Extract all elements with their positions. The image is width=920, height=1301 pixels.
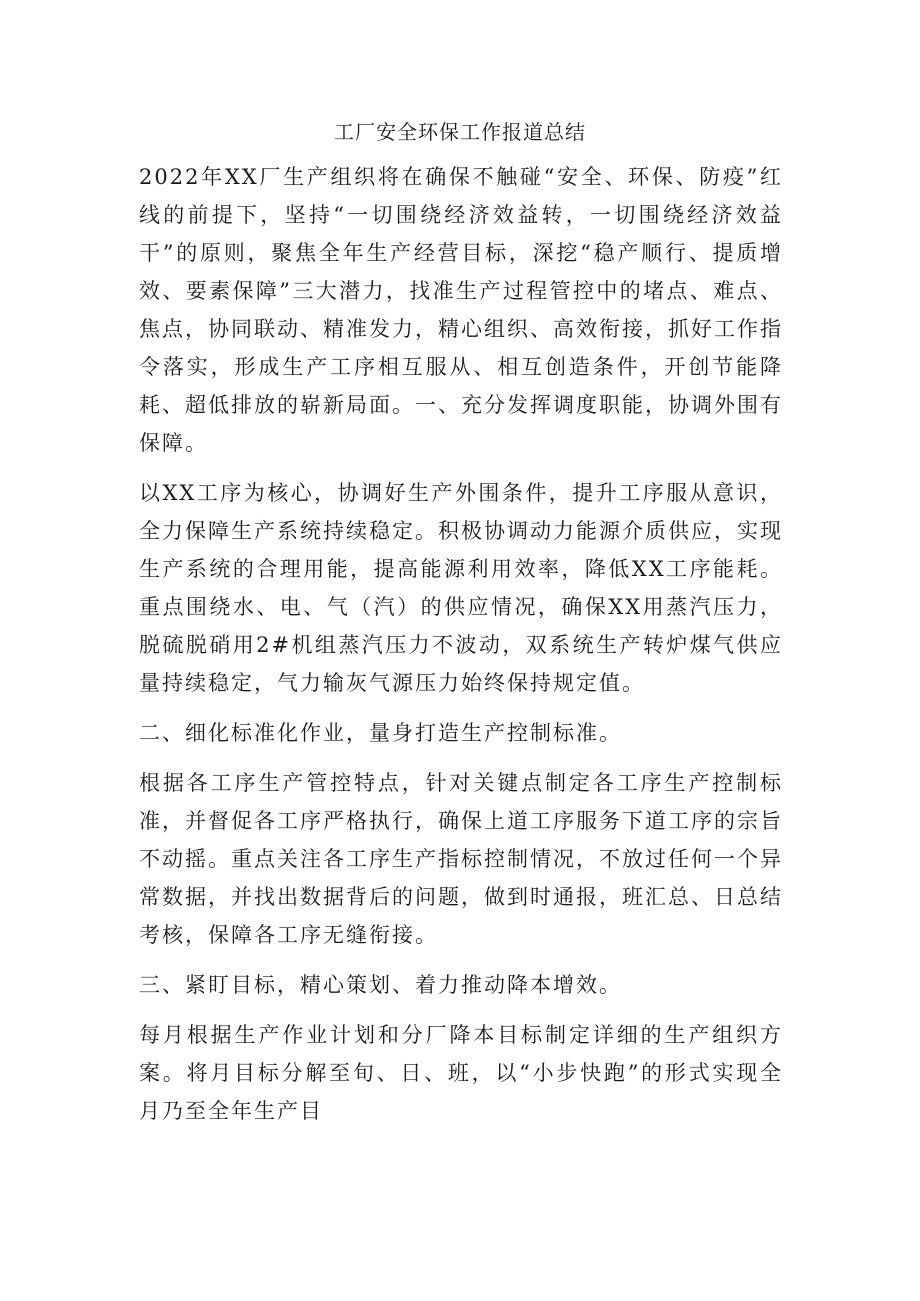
document-body [139, 158, 783, 1142]
section-heading-cost-reduction: 三、紧盯目标，精心策划、着力推动降本增效。 [139, 973, 622, 997]
section-heading-standardization: 二、细化标准化作业，量身打造生产控制标准。 [139, 721, 622, 745]
paragraph-intro: 2022年XX厂生产组织将在确保不触碰“安全、环保、防疫”红线的前提下，坚持“一切围绕经济效益转，一切围绕经济效益干”的原则，聚焦全年生产经营目标，深挖“稳产顺行、提质增效、要素保障”三大潜力，找准生产过程管控中的堵点、难点、焦点，协同联动、精准发力，精心组织、高效衔接，抓好工作指令落实，形成生产工序相互服从、相互创造条件，开创节能降耗、超低排放的崭新局面。一、充分发挥调度职能，协调外围有保障。 [139, 165, 783, 455]
paragraph-cost-reduction: 每月根据生产作业计划和分厂降本目标制定详细的生产组织方案。将月目标分解至旬、日、班，以“小步快跑”的形式实现全月乃至全年生产目 [139, 1023, 783, 1123]
paragraph-coordination: 以XX工序为核心，协调好生产外围条件，提升工序服从意识，全力保障生产系统持续稳定。积极协调动力能源介质供应，实现生产系统的合理用能，提高能源利用效率，降低XX工序能耗。重点围绕水、电、气（汽）的供应情况，确保XX用蒸汽压力，脱硫脱硝用2#机组蒸汽压力不波动，双系统生产转炉煤气供应量持续稳定，气力输灰气源压力始终保持规定值。 [139, 481, 783, 695]
paragraph-standardization: 根据各工序生产管控特点，针对关键点制定各工序生产控制标准，并督促各工序严格执行，确保上道工序服务下道工序的宗旨不动摇。重点关注各工序生产指标控制情况，不放过任何一个异常数据，并找出数据背后的问题，做到时通报，班汇总、日总结考核，保障各工序无缝衔接。 [139, 771, 783, 947]
document-title: 工厂安全环保工作报道总结 [334, 120, 586, 144]
